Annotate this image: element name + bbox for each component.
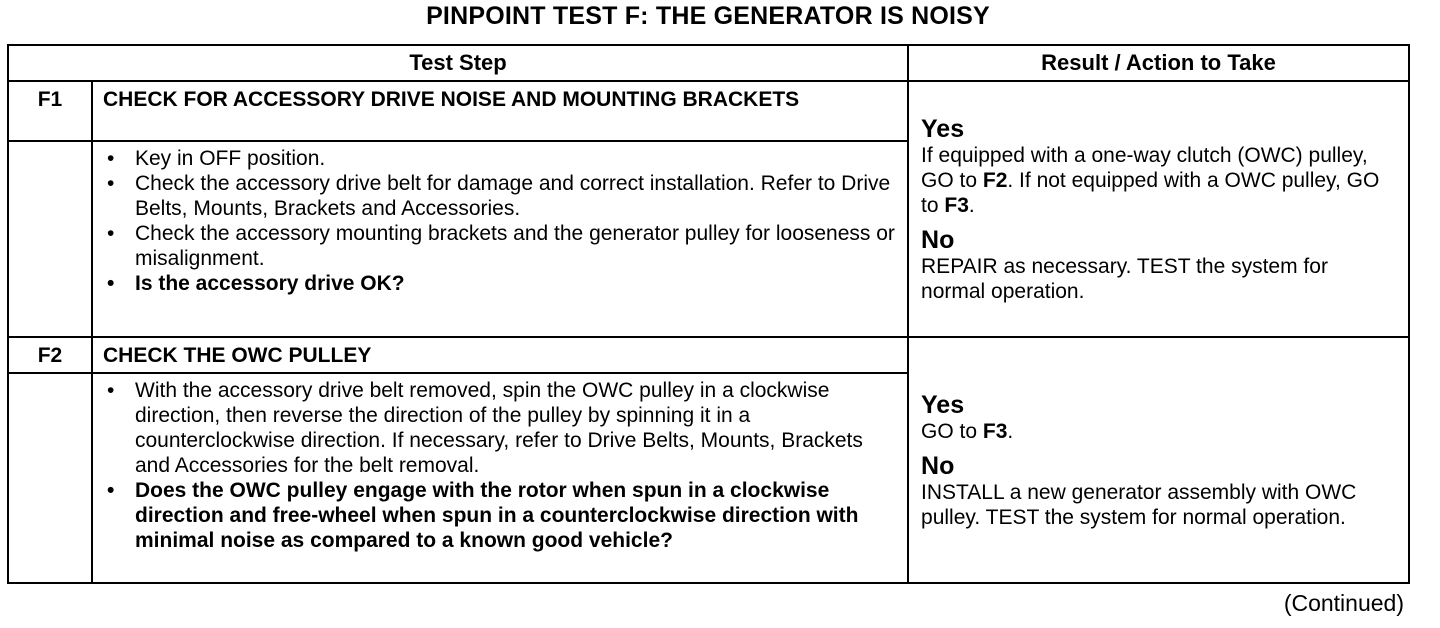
continued-label: (Continued) bbox=[1283, 590, 1404, 616]
yes-action: If equipped with a one-way clutch (OWC) pulley, GO to F2. If not equipped with a OWC pulley, GO to F3. bbox=[921, 143, 1380, 217]
blank-cell bbox=[8, 373, 92, 583]
column-header-result: Result / Action to Take bbox=[908, 45, 1409, 81]
step-question: • Is the accessory drive OK? bbox=[107, 272, 405, 295]
column-header-test-step: Test Step bbox=[8, 45, 908, 81]
list-item: • With the accessory drive belt removed, spin the OWC pulley in a clockwise direction, then reverse the direction of the pulley by spinning it in a counterclockwise direction. If necessary, refer to Drive Belts, Mounts, Brackets and Accessories for the belt removal. bbox=[107, 379, 863, 477]
table-row bbox=[8, 81, 1409, 141]
yes-label: Yes bbox=[921, 114, 965, 143]
yes-label: Yes bbox=[921, 390, 965, 419]
step-number: F1 bbox=[8, 81, 92, 141]
pinpoint-test-table bbox=[7, 44, 1410, 584]
no-label: No bbox=[921, 225, 955, 254]
blank-cell bbox=[8, 141, 92, 337]
list-item: • Key in OFF position. bbox=[107, 147, 326, 170]
table-header-row bbox=[8, 45, 1409, 81]
step-instructions bbox=[92, 141, 908, 337]
step-question: • Does the OWC pulley engage with the rotor when spun in a clockwise direction and free-wheel when spun in a counterclockwise direction with minimal noise as compared to a known good vehicle? bbox=[107, 479, 859, 552]
list-item: • Check the accessory mounting brackets and the generator pulley for looseness or misalignment. bbox=[107, 222, 895, 270]
table-row bbox=[8, 337, 1409, 373]
page-title: PINPOINT TEST F: THE GENERATOR IS NOISY bbox=[426, 2, 990, 30]
no-label: No bbox=[921, 451, 955, 480]
list-item: • Check the accessory drive belt for damage and correct installation. Refer to Drive Belts, Mounts, Brackets and Accessories. bbox=[107, 172, 891, 220]
step-heading: CHECK FOR ACCESSORY DRIVE NOISE AND MOUNTING BRACKETS bbox=[92, 81, 908, 141]
result-cell bbox=[908, 337, 1409, 583]
no-action: INSTALL a new generator assembly with OWC pulley. TEST the system for normal operation. bbox=[921, 480, 1357, 529]
step-number: F2 bbox=[8, 337, 92, 373]
step-instructions bbox=[92, 373, 908, 583]
no-action: REPAIR as necessary. TEST the system for normal operation. bbox=[921, 254, 1328, 303]
step-heading: CHECK THE OWC PULLEY bbox=[92, 337, 908, 373]
result-cell bbox=[908, 81, 1409, 337]
yes-action: GO to F3. bbox=[921, 419, 1014, 443]
